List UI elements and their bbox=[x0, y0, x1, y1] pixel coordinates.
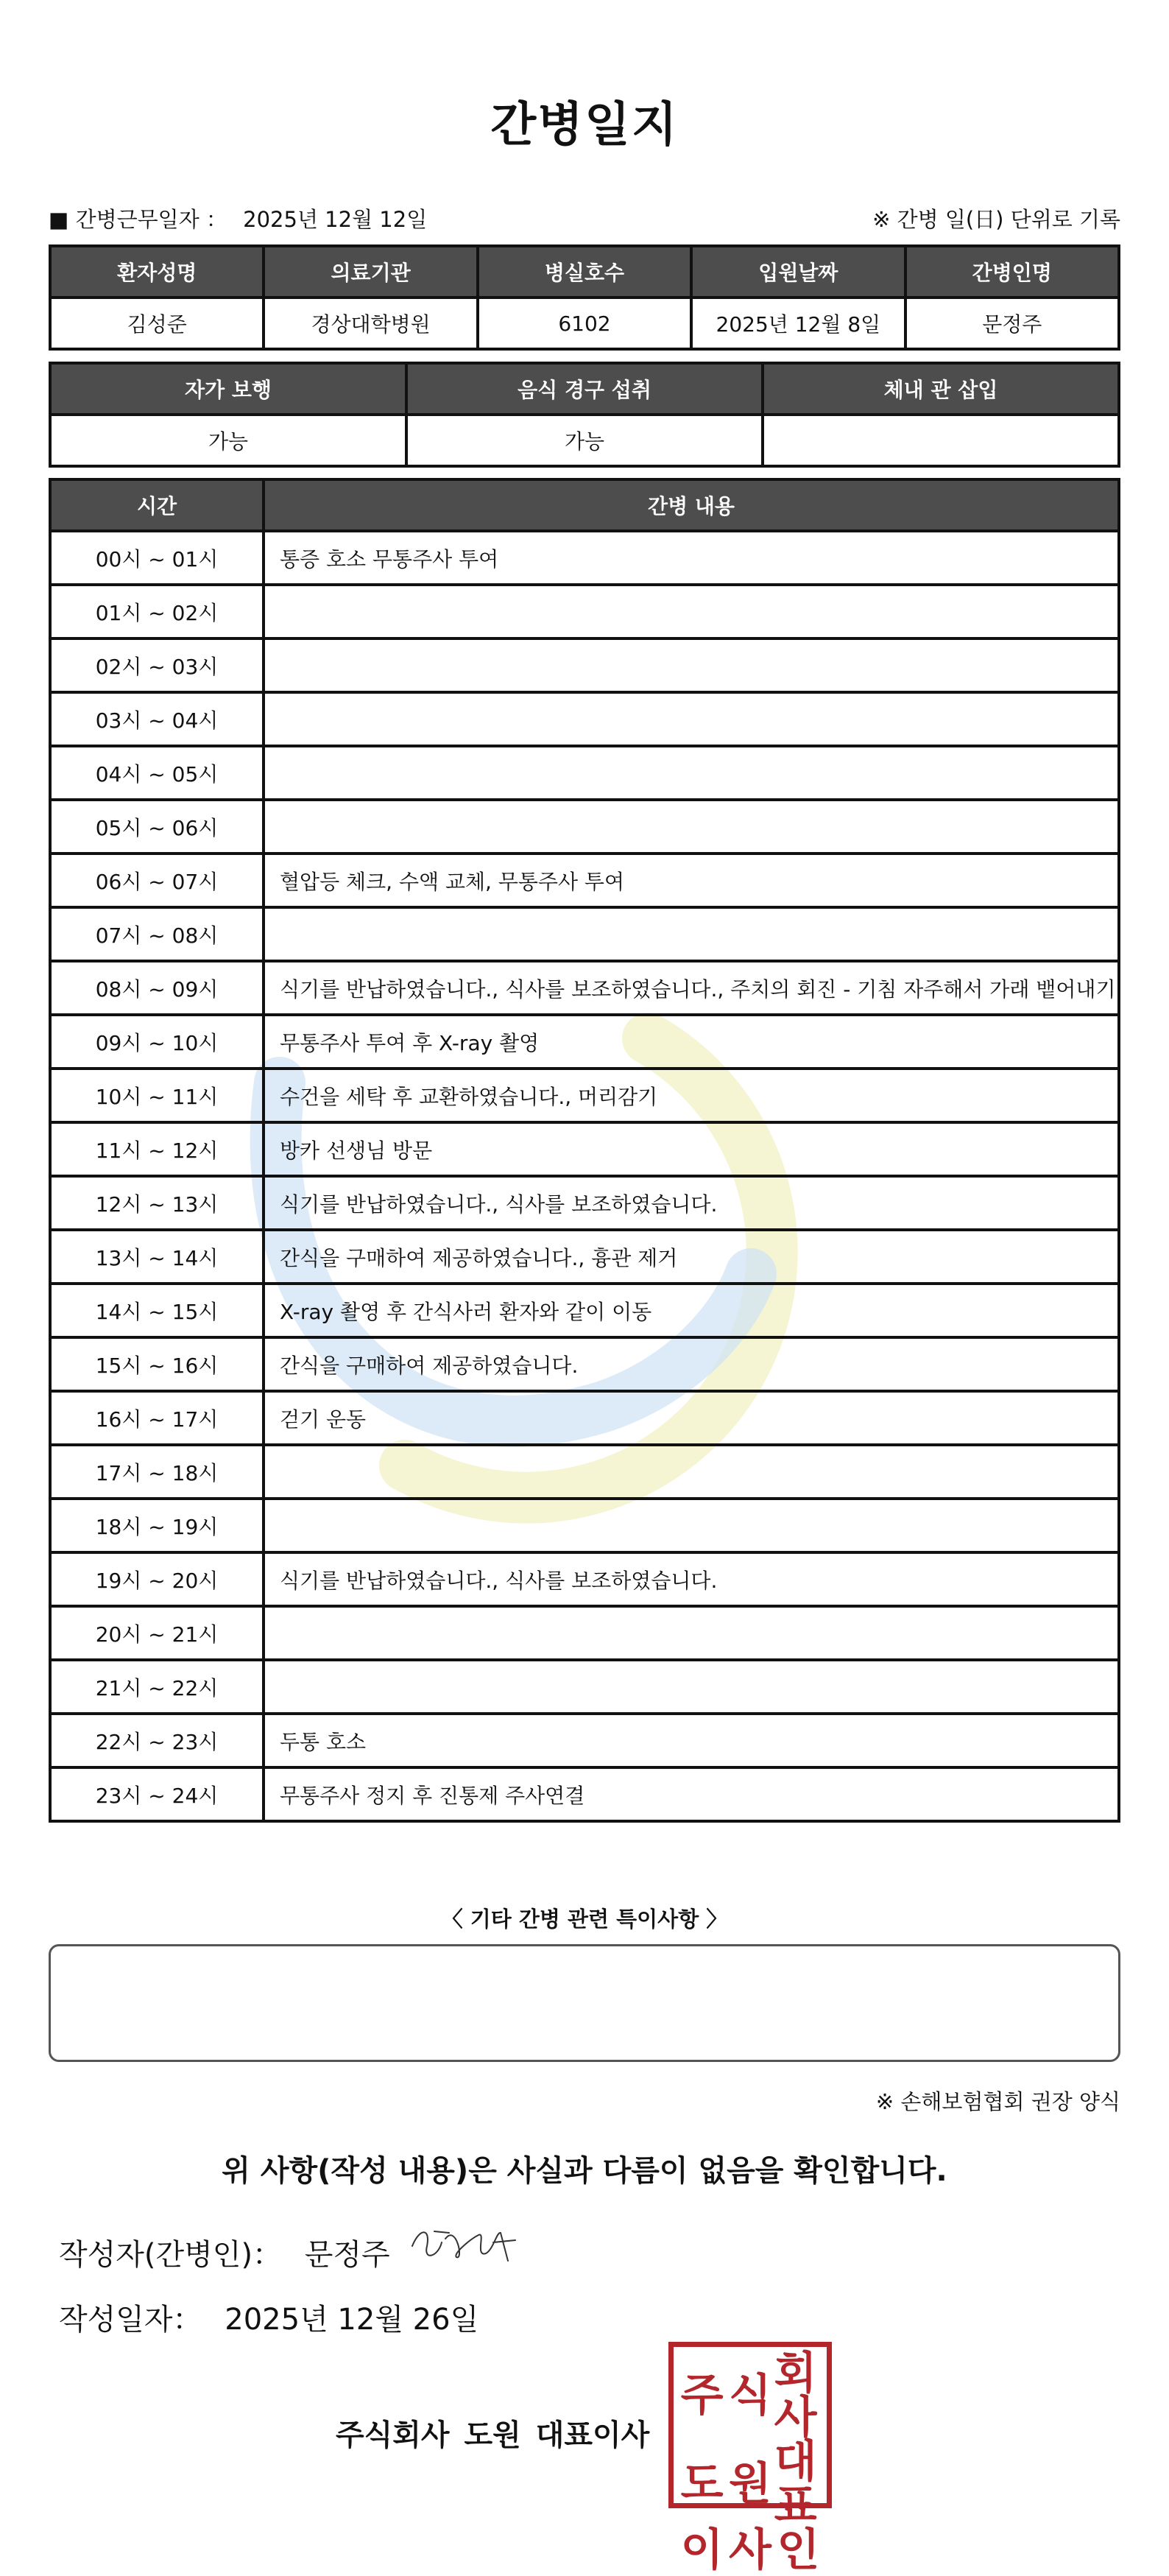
time-cell: 04시 ~ 05시 bbox=[50, 746, 264, 800]
time-cell: 03시 ~ 04시 bbox=[50, 692, 264, 746]
table-row bbox=[50, 800, 1119, 854]
time-cell: 19시 ~ 20시 bbox=[50, 1552, 264, 1606]
header-hospital: 의료기관 bbox=[264, 246, 477, 298]
writer-name: 문정주 bbox=[304, 2238, 390, 2272]
time-cell: 18시 ~ 19시 bbox=[50, 1499, 264, 1552]
work-date-label: ■ 간병근무일자 ： bbox=[49, 207, 227, 232]
table-row bbox=[50, 1767, 1119, 1821]
time-cell: 15시 ~ 16시 bbox=[50, 1337, 264, 1391]
content-cell: 방카 선생님 방문 bbox=[264, 1122, 1119, 1176]
content-cell: X-ray 촬영 후 간식사러 환자와 같이 이동 bbox=[264, 1284, 1119, 1337]
content-cell bbox=[264, 1660, 1119, 1714]
patient-name: 김성준 bbox=[50, 298, 264, 349]
content-cell: 수건을 세탁 후 교환하였습니다., 머리감기 bbox=[264, 1069, 1119, 1122]
time-cell: 22시 ~ 23시 bbox=[50, 1714, 264, 1767]
content-cell bbox=[264, 692, 1119, 746]
content-cell: 두통 호소 bbox=[264, 1714, 1119, 1767]
table-row bbox=[50, 1660, 1119, 1714]
admission-date: 2025년 12월 8일 bbox=[691, 298, 905, 349]
remarks-box bbox=[49, 1944, 1120, 2062]
content-cell bbox=[264, 585, 1119, 638]
table-row bbox=[50, 1552, 1119, 1606]
time-cell: 06시 ~ 07시 bbox=[50, 854, 264, 907]
content-cell: 간식을 구매하여 제공하였습니다., 흉관 제거 bbox=[264, 1230, 1119, 1284]
table-row bbox=[50, 854, 1119, 907]
seal-char: 식 bbox=[729, 2370, 771, 2421]
time-cell: 14시 ~ 15시 bbox=[50, 1284, 264, 1337]
log-header-row bbox=[50, 479, 1119, 531]
content-cell bbox=[264, 1499, 1119, 1552]
table-row bbox=[50, 1230, 1119, 1284]
oral-intake-status: 가능 bbox=[406, 415, 763, 466]
header-room: 병실호수 bbox=[478, 246, 691, 298]
company-signature: 주식회사 도원 대표이사 bbox=[336, 2418, 650, 2452]
write-date-line bbox=[59, 2296, 478, 2338]
time-cell: 01시 ~ 02시 bbox=[50, 585, 264, 638]
hospital: 경상대학병원 bbox=[264, 298, 477, 349]
time-cell: 05시 ~ 06시 bbox=[50, 800, 264, 854]
status-header-row bbox=[50, 363, 1119, 415]
table-row bbox=[50, 1499, 1119, 1552]
company-seal-stamp bbox=[668, 2342, 832, 2576]
time-cell: 00시 ~ 01시 bbox=[50, 531, 264, 585]
content-cell: 무통주사 정지 후 진통제 주사연결 bbox=[264, 1767, 1119, 1821]
write-date-value: 2025년 12월 26일 bbox=[225, 2303, 479, 2337]
table-row bbox=[50, 1337, 1119, 1391]
room-number: 6102 bbox=[478, 298, 691, 349]
header-caregiver: 간병인명 bbox=[905, 246, 1119, 298]
table-row bbox=[50, 692, 1119, 746]
time-cell: 17시 ~ 18시 bbox=[50, 1445, 264, 1499]
time-cell: 07시 ~ 08시 bbox=[50, 907, 264, 961]
content-cell bbox=[264, 800, 1119, 854]
time-cell: 12시 ~ 13시 bbox=[50, 1176, 264, 1230]
content-cell: 통증 호소 무통주사 투여 bbox=[264, 531, 1119, 585]
work-date-line bbox=[49, 203, 427, 233]
writer-label: 작성자(간병인)： bbox=[59, 2238, 283, 2272]
table-row bbox=[50, 1122, 1119, 1176]
header-oral-intake: 음식 경구 섭취 bbox=[406, 363, 763, 415]
table-row bbox=[50, 531, 1119, 585]
tube-status bbox=[763, 415, 1119, 466]
table-row bbox=[50, 1391, 1119, 1445]
table-row bbox=[50, 1445, 1119, 1499]
table-row bbox=[50, 1714, 1119, 1767]
patient-header-row bbox=[50, 246, 1119, 298]
content-cell: 간식을 구매하여 제공하였습니다. bbox=[264, 1337, 1119, 1391]
seal-char: 사 bbox=[729, 2524, 771, 2576]
content-cell bbox=[264, 1606, 1119, 1660]
work-date-value: 2025년 12월 12일 bbox=[243, 207, 428, 232]
seal-char: 이 bbox=[680, 2524, 724, 2576]
table-row bbox=[50, 907, 1119, 961]
status-value-row bbox=[50, 415, 1119, 466]
content-cell: 무통주사 투여 후 X-ray 촬영 bbox=[264, 1015, 1119, 1069]
table-row bbox=[50, 585, 1119, 638]
time-cell: 21시 ~ 22시 bbox=[50, 1660, 264, 1714]
content-cell: 식기를 반납하였습니다., 식사를 보조하였습니다. bbox=[264, 1176, 1119, 1230]
patient-info-table bbox=[49, 244, 1120, 351]
content-cell: 혈압등 체크, 수액 교체, 무통주사 투여 bbox=[264, 854, 1119, 907]
header-walking: 자가 보행 bbox=[50, 363, 406, 415]
content-cell bbox=[264, 746, 1119, 800]
time-cell: 13시 ~ 14시 bbox=[50, 1230, 264, 1284]
content-cell bbox=[264, 907, 1119, 961]
remarks-title: 〈 기타 간병 관련 특이사항 〉 bbox=[441, 1907, 728, 1932]
header-care-content: 간병 내용 bbox=[264, 479, 1119, 531]
table-row bbox=[50, 1069, 1119, 1122]
patient-status-table bbox=[49, 362, 1120, 468]
page-title: 간병일지 bbox=[490, 98, 679, 152]
care-log-table bbox=[49, 478, 1120, 1823]
table-row bbox=[50, 1015, 1119, 1069]
seal-char: 인 bbox=[777, 2524, 820, 2576]
time-cell: 16시 ~ 17시 bbox=[50, 1391, 264, 1445]
content-cell bbox=[264, 638, 1119, 692]
recommend-note: ※ 손해보험협회 권장 양식 bbox=[875, 2089, 1120, 2114]
header-admission-date: 입원날짜 bbox=[691, 246, 905, 298]
seal-char: 원 bbox=[729, 2458, 771, 2510]
time-cell: 08시 ~ 09시 bbox=[50, 961, 264, 1015]
header-time: 시간 bbox=[50, 479, 264, 531]
walking-status: 가능 bbox=[50, 415, 406, 466]
table-row bbox=[50, 1284, 1119, 1337]
content-cell: 식기를 반납하였습니다., 식사를 보조하였습니다. bbox=[264, 1552, 1119, 1606]
confirm-statement: 위 사항(작성 내용)은 사실과 다름이 없음을 확인합니다. bbox=[222, 2154, 947, 2188]
content-cell: 식기를 반납하였습니다., 식사를 보조하였습니다., 주치의 회진 - 기침 자주해서 가래 뱉어내기 bbox=[264, 961, 1119, 1015]
seal-char: 주 bbox=[680, 2370, 724, 2421]
content-cell: 걷기 운동 bbox=[264, 1391, 1119, 1445]
unit-note: ※ 간병 일(日) 단위로 기록 bbox=[872, 207, 1120, 232]
table-row bbox=[50, 1176, 1119, 1230]
caregiver-name: 문정주 bbox=[905, 298, 1119, 349]
table-row bbox=[50, 746, 1119, 800]
seal-char: 회사 bbox=[774, 2348, 817, 2443]
patient-value-row bbox=[50, 298, 1119, 349]
table-row bbox=[50, 638, 1119, 692]
table-row bbox=[50, 961, 1119, 1015]
write-date-label: 작성일자： bbox=[59, 2303, 202, 2337]
header-tube: 체내 관 삽입 bbox=[763, 363, 1119, 415]
content-cell bbox=[264, 1445, 1119, 1499]
time-cell: 23시 ~ 24시 bbox=[50, 1767, 264, 1821]
table-row bbox=[50, 1606, 1119, 1660]
time-cell: 09시 ~ 10시 bbox=[50, 1015, 264, 1069]
seal-char: 도 bbox=[680, 2458, 724, 2510]
header-patient-name: 환자성명 bbox=[50, 246, 264, 298]
time-cell: 20시 ~ 21시 bbox=[50, 1606, 264, 1660]
time-cell: 10시 ~ 11시 bbox=[50, 1069, 264, 1122]
writer-line bbox=[59, 2231, 390, 2273]
time-cell: 02시 ~ 03시 bbox=[50, 638, 264, 692]
time-cell: 11시 ~ 12시 bbox=[50, 1122, 264, 1176]
seal-char: 대표 bbox=[774, 2436, 817, 2532]
signature-mark bbox=[405, 2217, 523, 2276]
